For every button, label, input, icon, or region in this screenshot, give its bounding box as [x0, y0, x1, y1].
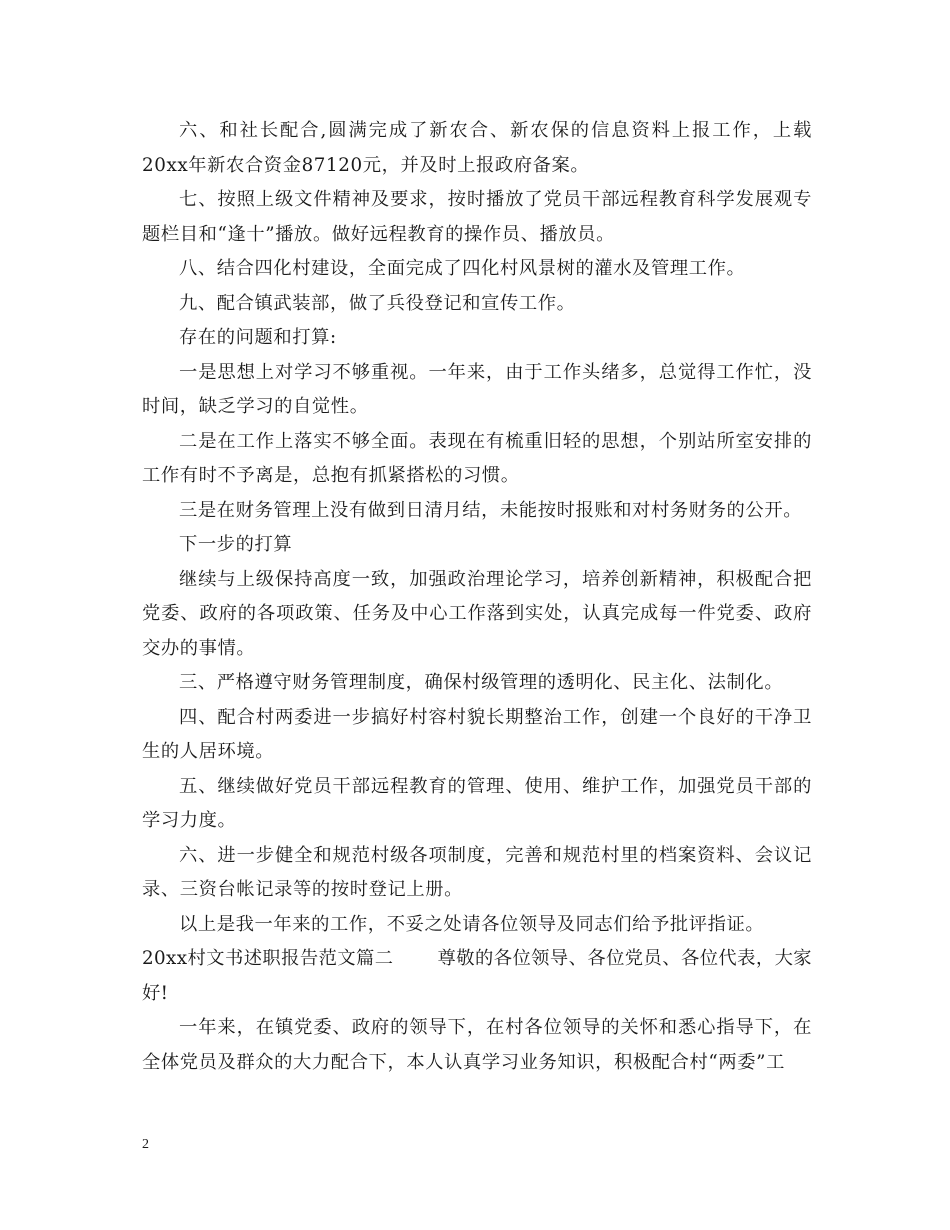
page-number: 2	[142, 1137, 149, 1152]
paragraph-13: 五、继续做好党员干部远程教育的管理、使用、维护工作，加强党员干部的学习力度。	[142, 775, 812, 831]
section-heading: 20xx村文书述职报告范文篇二	[142, 948, 394, 969]
document-body	[142, 114, 812, 1080]
next-steps-heading: 下一步的打算	[179, 534, 293, 555]
problems-heading: 存在的问题和打算:	[179, 327, 337, 348]
paragraph-10: 继续与上级保持高度一致，加强政治理论学习，培养创新精神，积极配合把党委、政府的各项政策、任务及中心工作落到实处，认真完成每一件党委、政府交办的事情。	[142, 568, 812, 659]
paragraph-1: 六、和社长配合,圆满完成了新农合、新农保的信息资料上报工作，上载20xx年新农合资金87120元，并及时上报政府备案。	[142, 120, 812, 176]
section-greeting: 尊敬的各位领导、各位党员、各位代表，大家好!	[142, 948, 812, 1004]
closing-paragraph: 一年来，在镇党委、政府的领导下，在村各位领导的关怀和悉心指导下，在全体党员及群众的大力配合下，本人认真学习业务知识，积极配合村“两委”工	[142, 1017, 812, 1073]
paragraph-2: 七、按照上级文件精神及要求，按时播放了党员干部远程教育科学发展观专题栏目和“逢十”播放。做好远程教育的操作员、播放员。	[142, 189, 812, 245]
paragraph-3: 八、结合四化村建设，全面完成了四化村风景树的灌水及管理工作。	[179, 258, 746, 279]
paragraph-12: 四、配合村两委进一步搞好村容村貌长期整治工作，创建一个良好的干净卫生的人居环境。	[142, 706, 812, 762]
paragraph-14: 六、进一步健全和规范村级各项制度，完善和规范村里的档案资料、会议记录、三资台帐记录等的按时登记上册。	[142, 844, 812, 900]
paragraph-11: 三、严格遵守财务管理制度，确保村级管理的透明化、民主化、法制化。	[179, 672, 784, 693]
paragraph-15: 以上是我一年来的工作，不妥之处请各位领导及同志们给予批评指证。	[179, 913, 765, 935]
paragraph-4: 九、配合镇武装部，做了兵役登记和宣传工作。	[179, 292, 576, 314]
paragraph-6: 一是思想上对学习不够重视。一年来，由于工作头绪多，总觉得工作忙，没时间，缺乏学习的自觉性。	[142, 361, 812, 417]
paragraph-7: 二是在工作上落实不够全面。表现在有梳重旧轻的思想，个别站所室安排的工作有时不予离是，总抱有抓紧搭松的习惯。	[142, 430, 812, 486]
section-heading-line	[142, 942, 812, 1011]
paragraph-8: 三是在财务管理上没有做到日清月结，未能按时报账和对村务财务的公开。	[179, 499, 803, 521]
